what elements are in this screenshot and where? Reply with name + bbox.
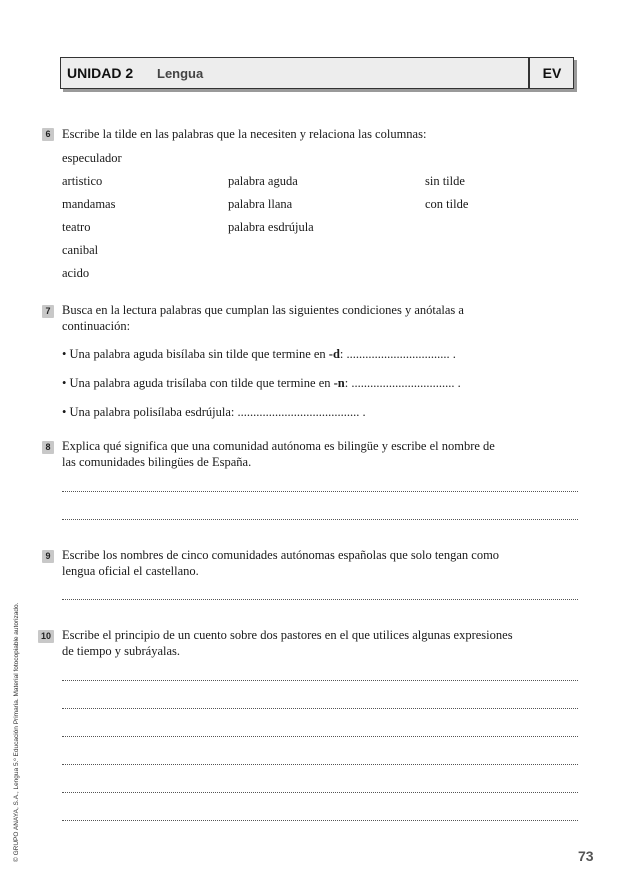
answer-line[interactable] bbox=[62, 598, 578, 600]
q6-accent-1: sin tilde bbox=[425, 174, 465, 188]
question-8-number: 8 bbox=[42, 441, 54, 454]
question-9-prompt-line-1: Escribe los nombres de cinco comunidades autónomas españolas que solo tengan como bbox=[62, 548, 500, 562]
evaluation-code: EV bbox=[542, 65, 562, 81]
question-9-prompt-line-2: lengua oficial el castellano. bbox=[62, 564, 199, 578]
q6-type-3: palabra esdrújula bbox=[228, 220, 314, 234]
q6-type-2: palabra llana bbox=[228, 197, 293, 211]
question-10-number: 10 bbox=[38, 630, 54, 643]
subject-title: Lengua bbox=[157, 66, 204, 81]
unit-title: UNIDAD 2 bbox=[67, 65, 134, 81]
answer-line[interactable] bbox=[62, 763, 578, 765]
q6-word-4: teatro bbox=[62, 220, 91, 234]
q7-item-2: • Una palabra aguda trisílaba con tilde que termine en -n: ................................. . bbox=[62, 376, 461, 390]
q6-accent-2: con tilde bbox=[425, 197, 469, 211]
unit-header bbox=[60, 57, 574, 89]
question-7-number: 7 bbox=[42, 305, 54, 318]
answer-line[interactable] bbox=[62, 735, 578, 737]
question-7-prompt-line-1: Busca en la lectura palabras que cumplan las siguientes condiciones y anótalas a bbox=[62, 303, 464, 317]
question-10-prompt-line-2: de tiempo y subráyalas. bbox=[62, 644, 181, 658]
header-divider bbox=[528, 58, 530, 88]
q6-word-1: especulador bbox=[62, 151, 122, 165]
question-6-number: 6 bbox=[42, 128, 54, 141]
question-7-prompt-line-2: continuación: bbox=[62, 319, 131, 333]
page-number: 73 bbox=[578, 848, 594, 864]
question-10-prompt-line-1: Escribe el principio de un cuento sobre dos pastores en el que utilices algunas expresiones bbox=[62, 628, 513, 642]
q6-type-1: palabra aguda bbox=[228, 174, 298, 188]
question-8-prompt-line-2: las comunidades bilingües de España. bbox=[62, 455, 252, 469]
answer-line[interactable] bbox=[62, 490, 578, 492]
q7-item-3: • Una palabra polisílaba esdrújula: ....................................... . bbox=[62, 405, 366, 419]
q6-word-5: canibal bbox=[62, 243, 99, 257]
question-8-prompt-line-1: Explica qué significa que una comunidad autónoma es bilingüe y escribe el nombre de bbox=[62, 439, 495, 453]
answer-line[interactable] bbox=[62, 679, 578, 681]
question-9-number: 9 bbox=[42, 550, 54, 563]
answer-line[interactable] bbox=[62, 819, 578, 821]
answer-line[interactable] bbox=[62, 518, 578, 520]
q6-word-6: acido bbox=[62, 266, 90, 280]
question-6-prompt: Escribe la tilde en las palabras que la necesiten y relaciona las columnas: bbox=[62, 127, 427, 141]
answer-line[interactable] bbox=[62, 707, 578, 709]
answer-line[interactable] bbox=[62, 791, 578, 793]
q6-word-3: mandamas bbox=[62, 197, 116, 211]
copyright-notice: © GRUPO ANAYA, S.A., Lengua 5.º Educación Primaria. Material fotocopiable autorizado. bbox=[13, 602, 20, 862]
q7-item-1: • Una palabra aguda bisílaba sin tilde que termine en -d: ................................. . bbox=[62, 347, 456, 361]
q6-word-2: artistico bbox=[62, 174, 103, 188]
